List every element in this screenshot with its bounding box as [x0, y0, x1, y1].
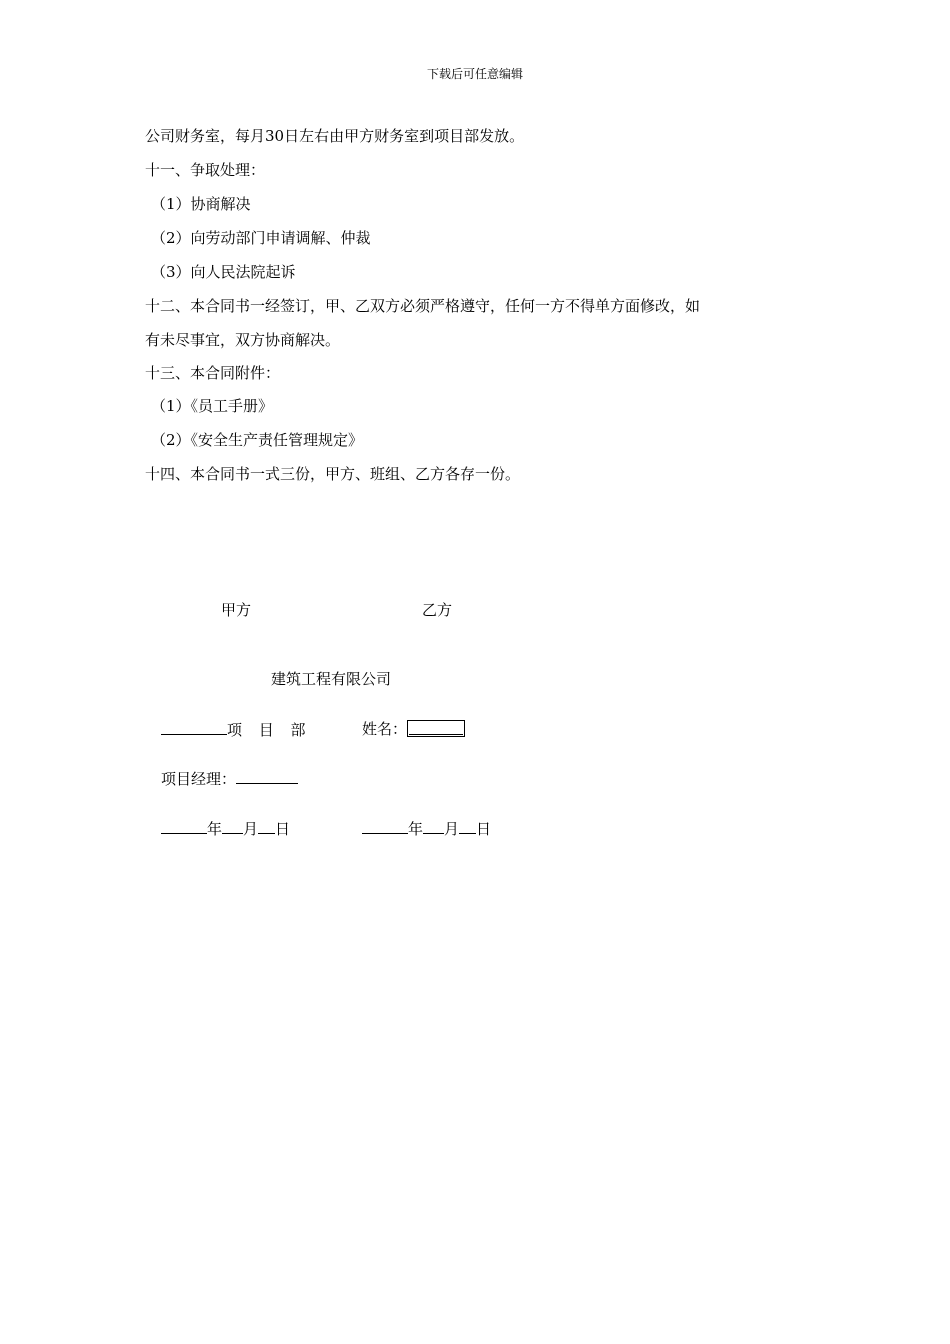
party-a-label: 甲方: [221, 601, 252, 619]
clause-14: 十四、本合同书一式三份，甲方、班组、乙方各存一份。: [145, 465, 521, 483]
month-blank-a[interactable]: [222, 818, 243, 834]
day-label-b: 日: [476, 820, 492, 838]
clause-13-title: 十三、本合同附件：: [145, 364, 281, 382]
clause-12-line-1: 十二、本合同书一经签订，甲、乙双方必须严格遵守，任何一方不得单方面修改，如: [145, 297, 701, 315]
name-label: 姓名：: [362, 720, 408, 738]
day-label-a: 日: [275, 820, 291, 838]
day-blank-b[interactable]: [459, 818, 476, 834]
project-dept-label: 项 目 部: [227, 721, 312, 739]
date-line-party-a: [161, 818, 290, 839]
month-blank-b[interactable]: [423, 818, 444, 834]
clause-11-item-2: （2）向劳动部门申请调解、仲裁: [151, 229, 371, 247]
year-blank-b[interactable]: [362, 818, 408, 834]
month-label-a: 月: [243, 820, 259, 838]
year-label-a: 年: [207, 820, 223, 838]
project-dept-line: [161, 719, 312, 740]
company-name: 建筑工程有限公司: [271, 670, 392, 688]
date-line-party-b: [362, 818, 491, 839]
manager-line: [161, 768, 298, 789]
clause-11-title: 十一、争取处理：: [145, 161, 266, 179]
clause-12-line-2: 有未尽事宜，双方协商解决。: [145, 331, 341, 349]
name-field[interactable]: [407, 720, 465, 737]
day-blank-a[interactable]: [258, 818, 275, 834]
party-b-label: 乙方: [422, 601, 453, 619]
manager-blank[interactable]: [236, 768, 298, 784]
month-label-b: 月: [444, 820, 460, 838]
clause-13-item-1: （1）《员工手册》: [151, 397, 274, 415]
manager-label: 项目经理：: [161, 770, 237, 788]
clause-13-item-2: （2）《安全生产责任管理规定》: [151, 431, 364, 449]
clause-11-item-1: （1）协商解决: [151, 195, 251, 213]
year-blank-a[interactable]: [161, 818, 207, 834]
year-label-b: 年: [408, 820, 424, 838]
project-dept-blank[interactable]: [161, 719, 227, 735]
header-note: 下载后可任意编辑: [426, 67, 523, 81]
clause-11-item-3: （3）向人民法院起诉: [151, 263, 296, 281]
paragraph-payment: 公司财务室，每月30日左右由甲方财务室到项目部发放。: [145, 127, 525, 145]
name-line: [362, 719, 465, 739]
